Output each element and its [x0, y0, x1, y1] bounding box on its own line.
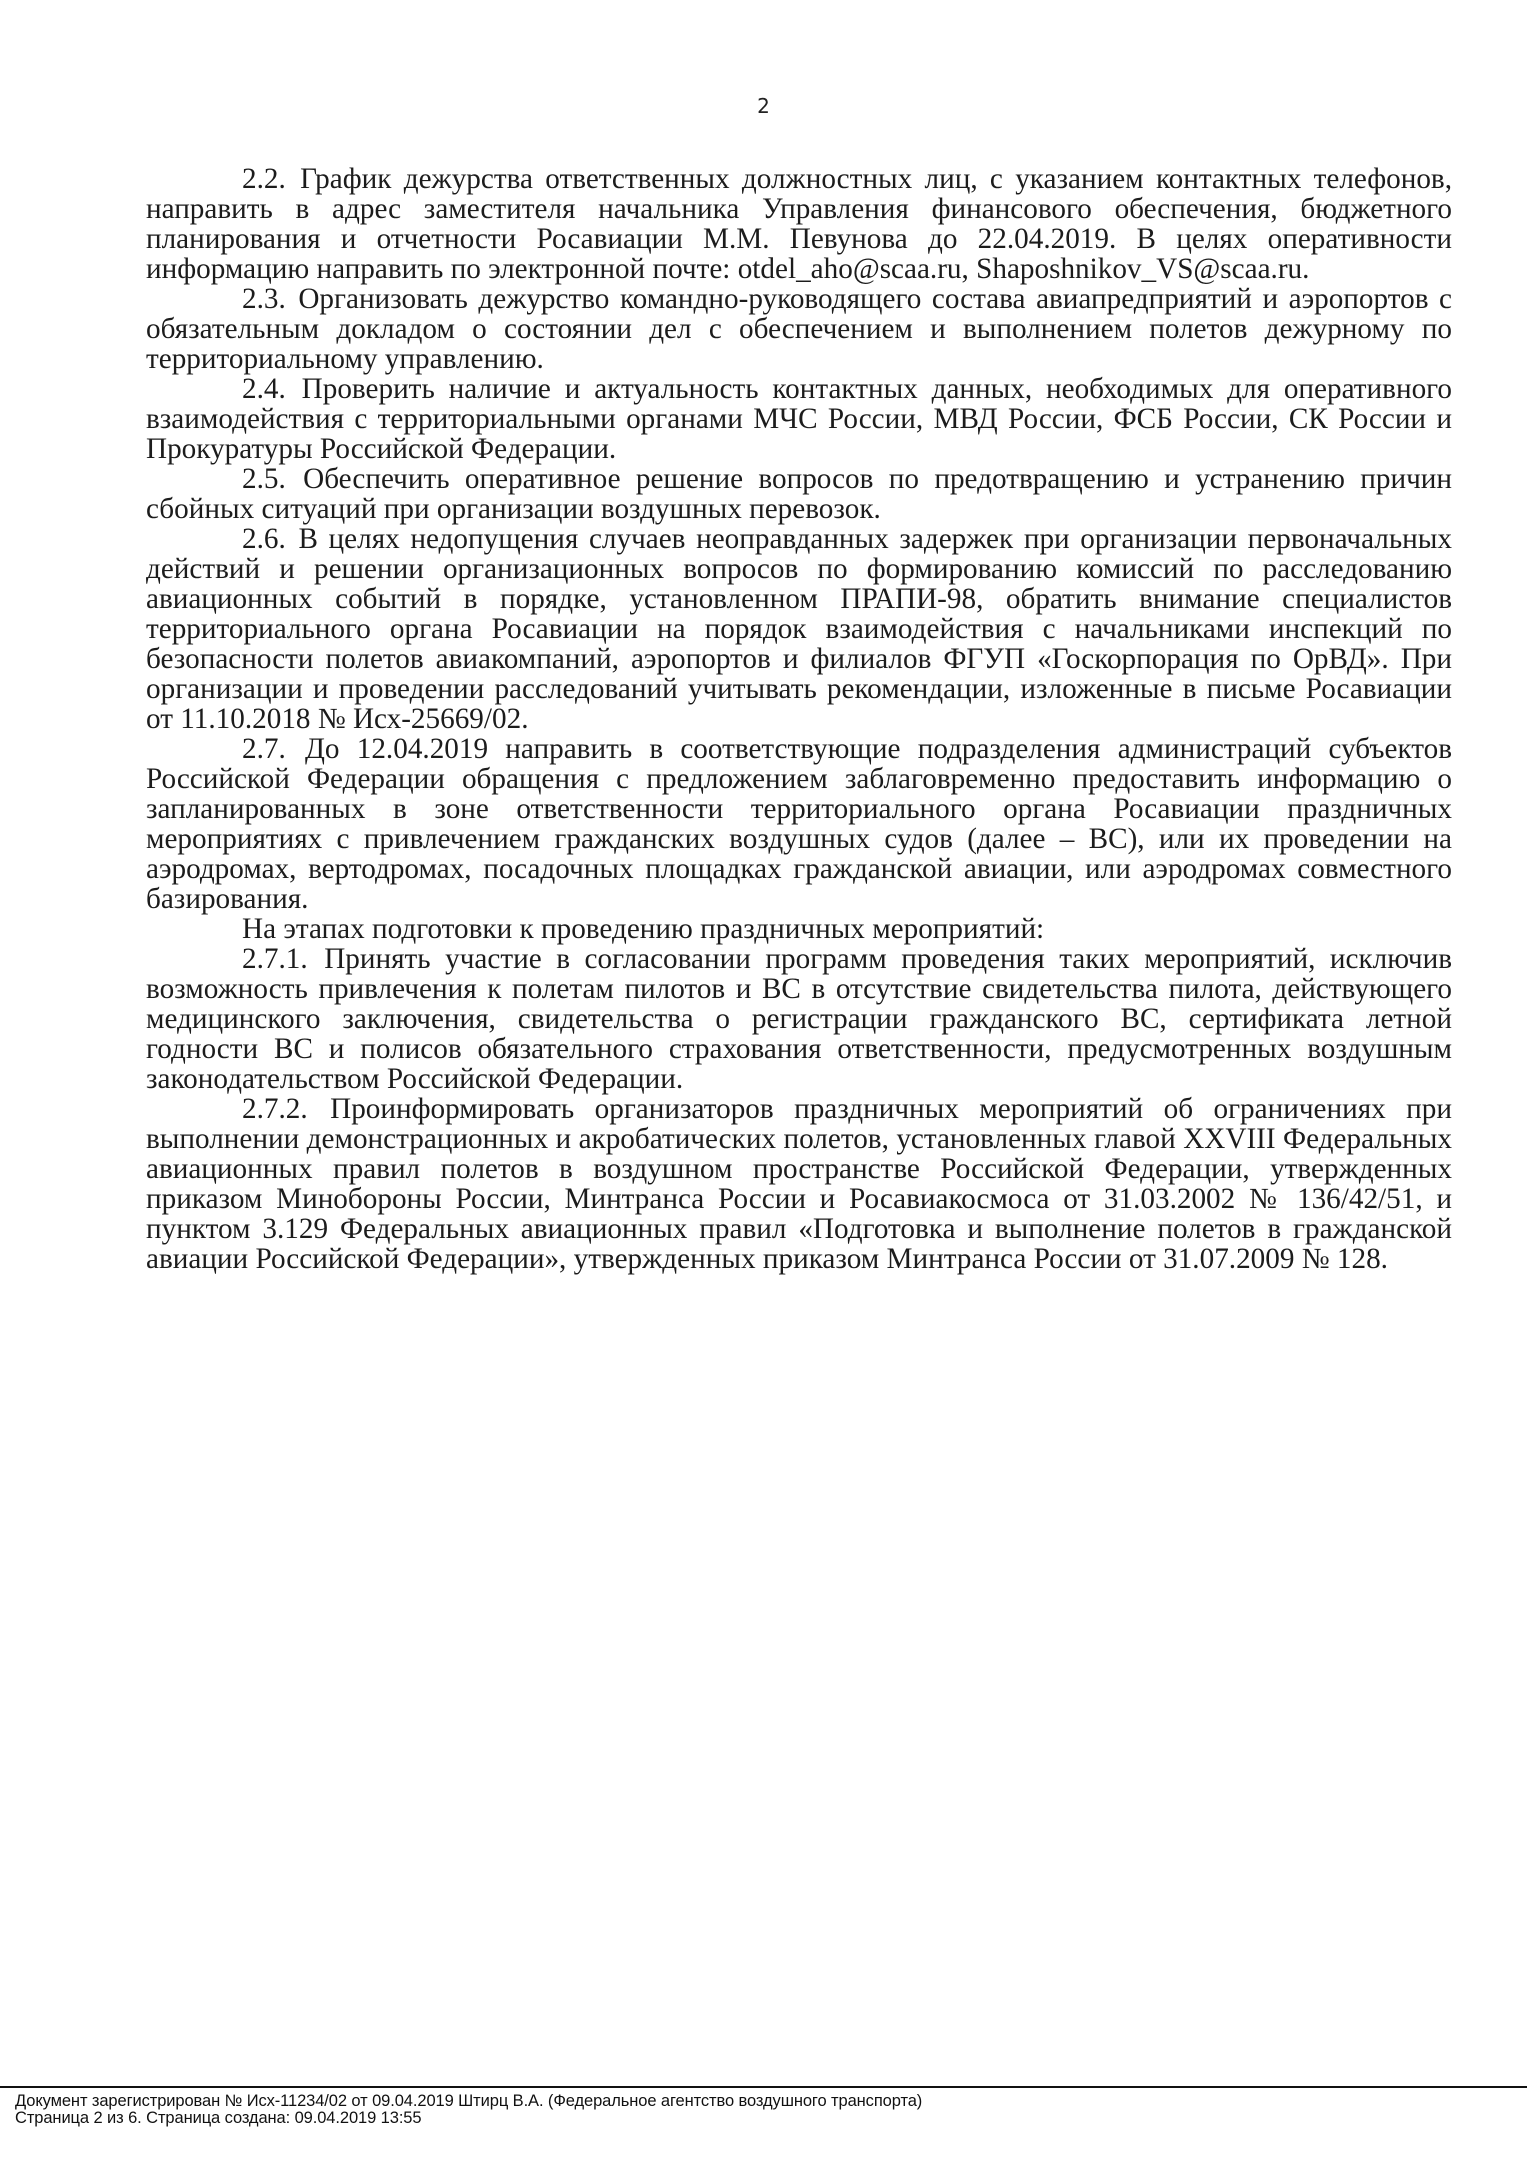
paragraph-2-7	[146, 734, 1452, 914]
paragraph-number: 2.6.	[242, 523, 286, 555]
footer-divider	[0, 2086, 1527, 2088]
paragraph-text: В целях недопущения случаев неоправданных задержек при организации первоначальных действий и решении организационных вопросов по формированию комиссий по расследованию авиационных событий в порядке, установленном ПРАПИ-98, обратить внимание специалистов территориального органа Росавиации на порядок взаимодействия с начальниками инспекций по безопасности полетов авиакомпаний, аэропортов и филиалов ФГУП «Госкорпорация по ОрВД». При организации и проведении расследований учитывать рекомендации, изложенные в письме Росавиации от 11.10.2018 № Исх-25669/02.	[146, 523, 1452, 735]
paragraph-number: 2.7.1.	[242, 943, 308, 975]
paragraph-2-7-1	[146, 944, 1452, 1094]
paragraph-2-5	[146, 464, 1452, 524]
paragraph-number: 2.5.	[242, 463, 286, 495]
paragraph-text: Организовать дежурство командно-руководящего состава авиапредприятий и аэропортов с обязательным докладом о состоянии дел с обеспечением и выполнением полетов дежурному по территориальному управлению.	[146, 283, 1452, 375]
paragraph-2-3	[146, 284, 1452, 374]
paragraph-intro-stages	[146, 914, 1452, 944]
paragraph-2-6	[146, 524, 1452, 734]
paragraph-text: На этапах подготовки к проведению праздничных мероприятий:	[242, 913, 1045, 945]
paragraph-2-7-2	[146, 1094, 1452, 1274]
paragraph-number: 2.7.	[242, 733, 286, 765]
paragraph-text: До 12.04.2019 направить в соответствующие подразделения администраций субъектов Российской Федерации обращения с предложением заблаговременно предоставить информацию о запланированных в зоне ответственности территориального органа Росавиации праздничных мероприятиях с привлечением гражданских воздушных судов (далее – ВС), или их проведении на аэродромах, вертодромах, посадочных площадках гражданской авиации, или аэродромах совместного базирования.	[146, 733, 1453, 915]
paragraph-2-2	[146, 164, 1452, 284]
paragraph-text: Проинформировать организаторов праздничных мероприятий об ограничениях при выполнении демонстрационных и акробатических полетов, установленных главой XXVIII Федеральных авиационных правил полетов в воздушном пространстве Российской Федерации, утвержденных приказом Минобороны России, Минтранса России и Росавиакосмоса от 31.03.2002 № 136/42/51, и пунктом 3.129 Федеральных авиационных правил «Подготовка и выполнение полетов в гражданской авиации Российской Федерации», утвержденных приказом Минтранса России от 31.07.2009 № 128.	[146, 1093, 1452, 1275]
paragraph-2-4	[146, 374, 1452, 464]
paragraph-text: Обеспечить оперативное решение вопросов по предотвращению и устранению причин сбойных ситуаций при организации воздушных перевозок.	[146, 463, 1452, 525]
paragraph-number: 2.3.	[242, 283, 286, 315]
document-body	[146, 164, 1452, 1274]
paragraph-text: График дежурства ответственных должностных лиц, с указанием контактных телефонов, направить в адрес заместителя начальника Управления финансового обеспечения, бюджетного планирования и отчетности Росавиации М.М. Певунова до 22.04.2019. В целях оперативности информацию направить по электронной почте: otdel_aho@scaa.ru, Shaposhnikov_VS@scaa.ru.	[146, 163, 1453, 285]
page-number: 2	[757, 94, 770, 118]
paragraph-number: 2.7.2.	[242, 1093, 308, 1125]
page-info: Страница 2 из 6. Страница создана: 09.04.2019 13:55	[15, 2109, 422, 2127]
paragraph-text: Принять участие в согласовании программ проведения таких мероприятий, исключив возможность привлечения к полетам пилотов и ВС в отсутствие свидетельства пилота, действующего медицинского заключения, свидетельства о регистрации гражданского ВС, сертификата летной годности ВС и полисов обязательного страхования ответственности, предусмотренных воздушным законодательством Российской Федерации.	[146, 943, 1452, 1095]
registration-stamp: Документ зарегистрирован № Исх-11234/02 от 09.04.2019 Штирц В.А. (Федеральное агентство воздушного транспорта)	[15, 2092, 923, 2110]
paragraph-number: 2.4.	[242, 373, 286, 405]
paragraph-text: Проверить наличие и актуальность контактных данных, необходимых для оперативного взаимодействия с территориальными органами МЧС России, МВД России, ФСБ России, СК России и Прокуратуры Российской Федерации.	[146, 373, 1453, 465]
registration-footer	[15, 2093, 1515, 2127]
paragraph-number: 2.2.	[242, 163, 286, 195]
